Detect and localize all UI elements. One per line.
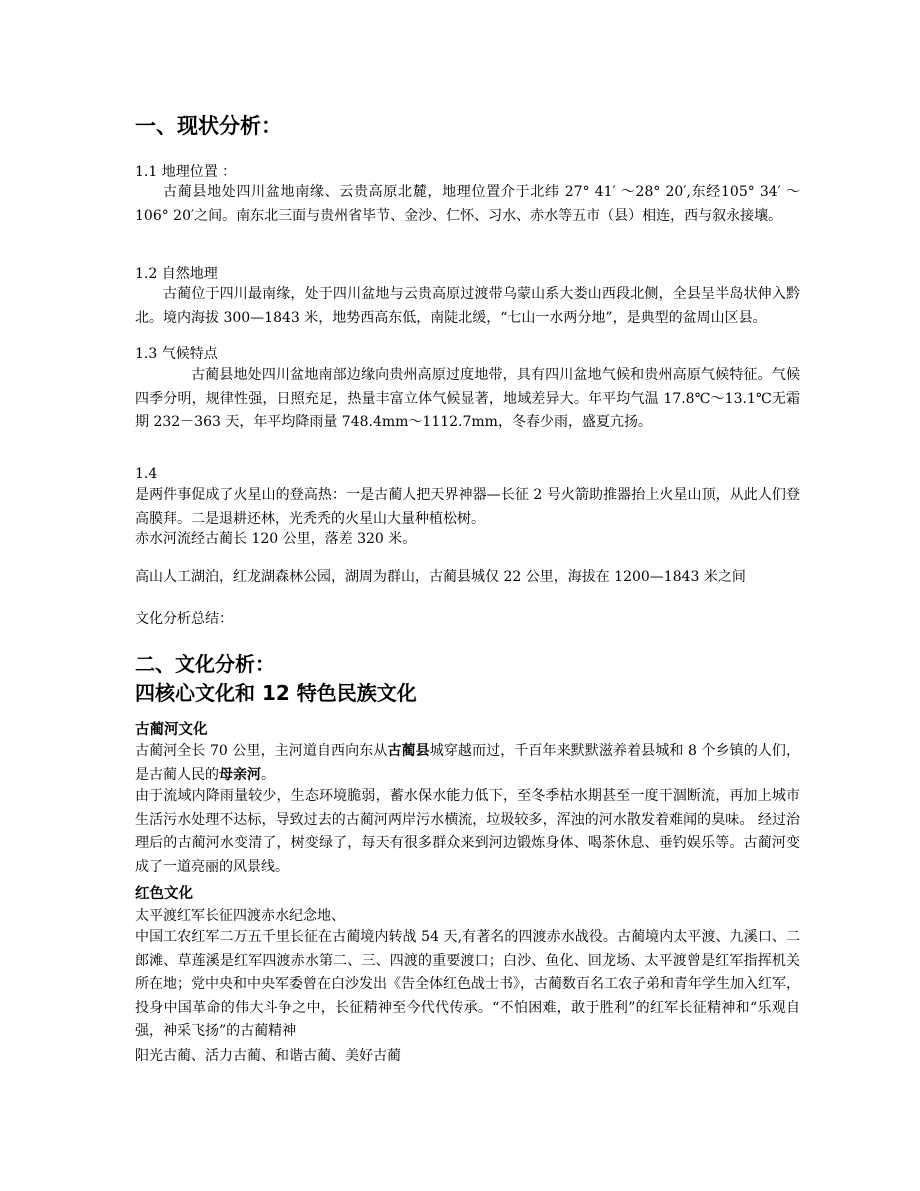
section-heading-status-analysis: 一、现状分析：: [135, 114, 282, 138]
subsection-label-1-2: 1.2 自然地理: [135, 266, 218, 282]
paragraph-chishui-river: 赤水河流经古蔺长 120 公里，落差 320 米。: [135, 531, 417, 547]
section-subheading-core-culture: 四核心文化和 12 特色民族文化: [135, 681, 417, 705]
paragraph-geographic-location: 古蔺县地处四川盆地南缘、云贵高原北麓，地理位置介于北纬 27° 41′ ～28° 20′,东经105° 34′ ～106° 20′之间。南东北三面与贵州省毕节、金沙、仁怀、习水、赤水等五市（县）相连，西与叙永接壤。: [135, 184, 800, 224]
gulin-river-culture-title: 古蔺河文化: [135, 722, 208, 738]
gulin-intro-text-c: 城穿越而过，千百年来默默滋养着县城和 8 个乡镇的人们，是古蔺人民的: [135, 743, 801, 783]
gulin-slogan: 阳光古蔺、活力古蔺、和谐古蔺、美好古蔺: [135, 1048, 401, 1064]
gulin-intro-text-a: 古蔺河全长 70 公里，主河道自西向东从: [135, 743, 388, 759]
paragraph-climate: 古蔺县地处四川盆地南部边缘向贵州高原过度地带，具有四川盆地气候和贵州高原气候特征。气候四季分明，规律性强，日照充足，热量丰富立体气候显著，地域差异大。年平均气温 17.8℃～13.1℃无霜期 232－363 天，年平均降雨量 748.4mm～1112.7mm，冬春少雨，盛夏亢扬。: [135, 367, 800, 430]
subsection-label-1-4: 1.4: [135, 466, 158, 482]
paragraph-gulin-river-restoration: 由于流域内降雨量较少，生态环境脆弱，蓄水保水能力低下，至冬季枯水期甚至一度干涸断流，再加上城市生活污水处理不达标，导致过去的古蔺河两岸污水横流，垃圾较多，浑浊的河水散发着难闻的臭味。 经过治理后的古蔺河水变清了，树变绿了，每天有很多群众来到河边锻炼身体、喝茶休息、垂钓娱乐等。古蔺河变成了一道亮丽的风景线。: [135, 788, 800, 875]
section-heading-culture-analysis: 二、文化分析：: [135, 652, 275, 676]
paragraph-red-army-long-march: 中国工农红军二万五千里长征在古蔺境内转战 54 天,有著名的四渡赤水战役。古蔺境内太平渡、九溪口、二郎滩、草莲溪是红军四渡赤水第二、三、四渡的重要渡口；白沙、鱼化、回龙场、太平渡曾是红军指挥机关所在地；党中央和中央军委曾在白沙发出《告全体红色战士书》，古蔺数百名工农子弟和青年学生加入红军，投身中国革命的伟大斗争之中，长征精神至今代代传承。“不怕困难，敢于胜利”的红军长征精神和“乐观自强，神采飞扬”的古蔺精神: [135, 929, 800, 1039]
culture-summary-label: 文化分析总结：: [135, 611, 233, 627]
red-culture-memorial-line: 太平渡红军长征四渡赤水纪念地、: [135, 908, 345, 924]
paragraph-mars-mountain: 是两件事促成了火星山的登高热：一是古蔺人把天界神器—长征 2 号火箭助推器抬上火星山顶，从此人们登高膜拜。二是退耕还林，光秃秃的火星山大量种植松树。: [135, 487, 800, 527]
paragraph-honglong-lake: 高山人工湖泊，红龙湖森林公园，湖周为群山，古蔺县城仅 22 公里，海拔在 1200—1843 米之间: [135, 569, 746, 585]
paragraph-natural-geography: 古蔺位于四川最南缘，处于四川盆地与云贵高原过渡带乌蒙山系大娄山西段北侧，全县呈半岛状伸入黔北。境内海拔 300—1843 米，地势西高东低，南陡北缓，“七山一水两分地”，是典型的盆周山区县。: [135, 286, 800, 326]
subsection-label-1-3: 1.3 气候特点: [135, 346, 218, 362]
subsection-label-1-1: 1.1 地理位置 ：: [135, 164, 237, 180]
gulin-county-bold: 古蔺县: [387, 743, 430, 759]
red-culture-title: 红色文化: [135, 886, 193, 902]
gulin-intro-text-e: 。: [261, 766, 275, 783]
paragraph-gulin-river-intro: [135, 740, 800, 787]
mother-river-bold: 母亲河: [219, 766, 261, 783]
